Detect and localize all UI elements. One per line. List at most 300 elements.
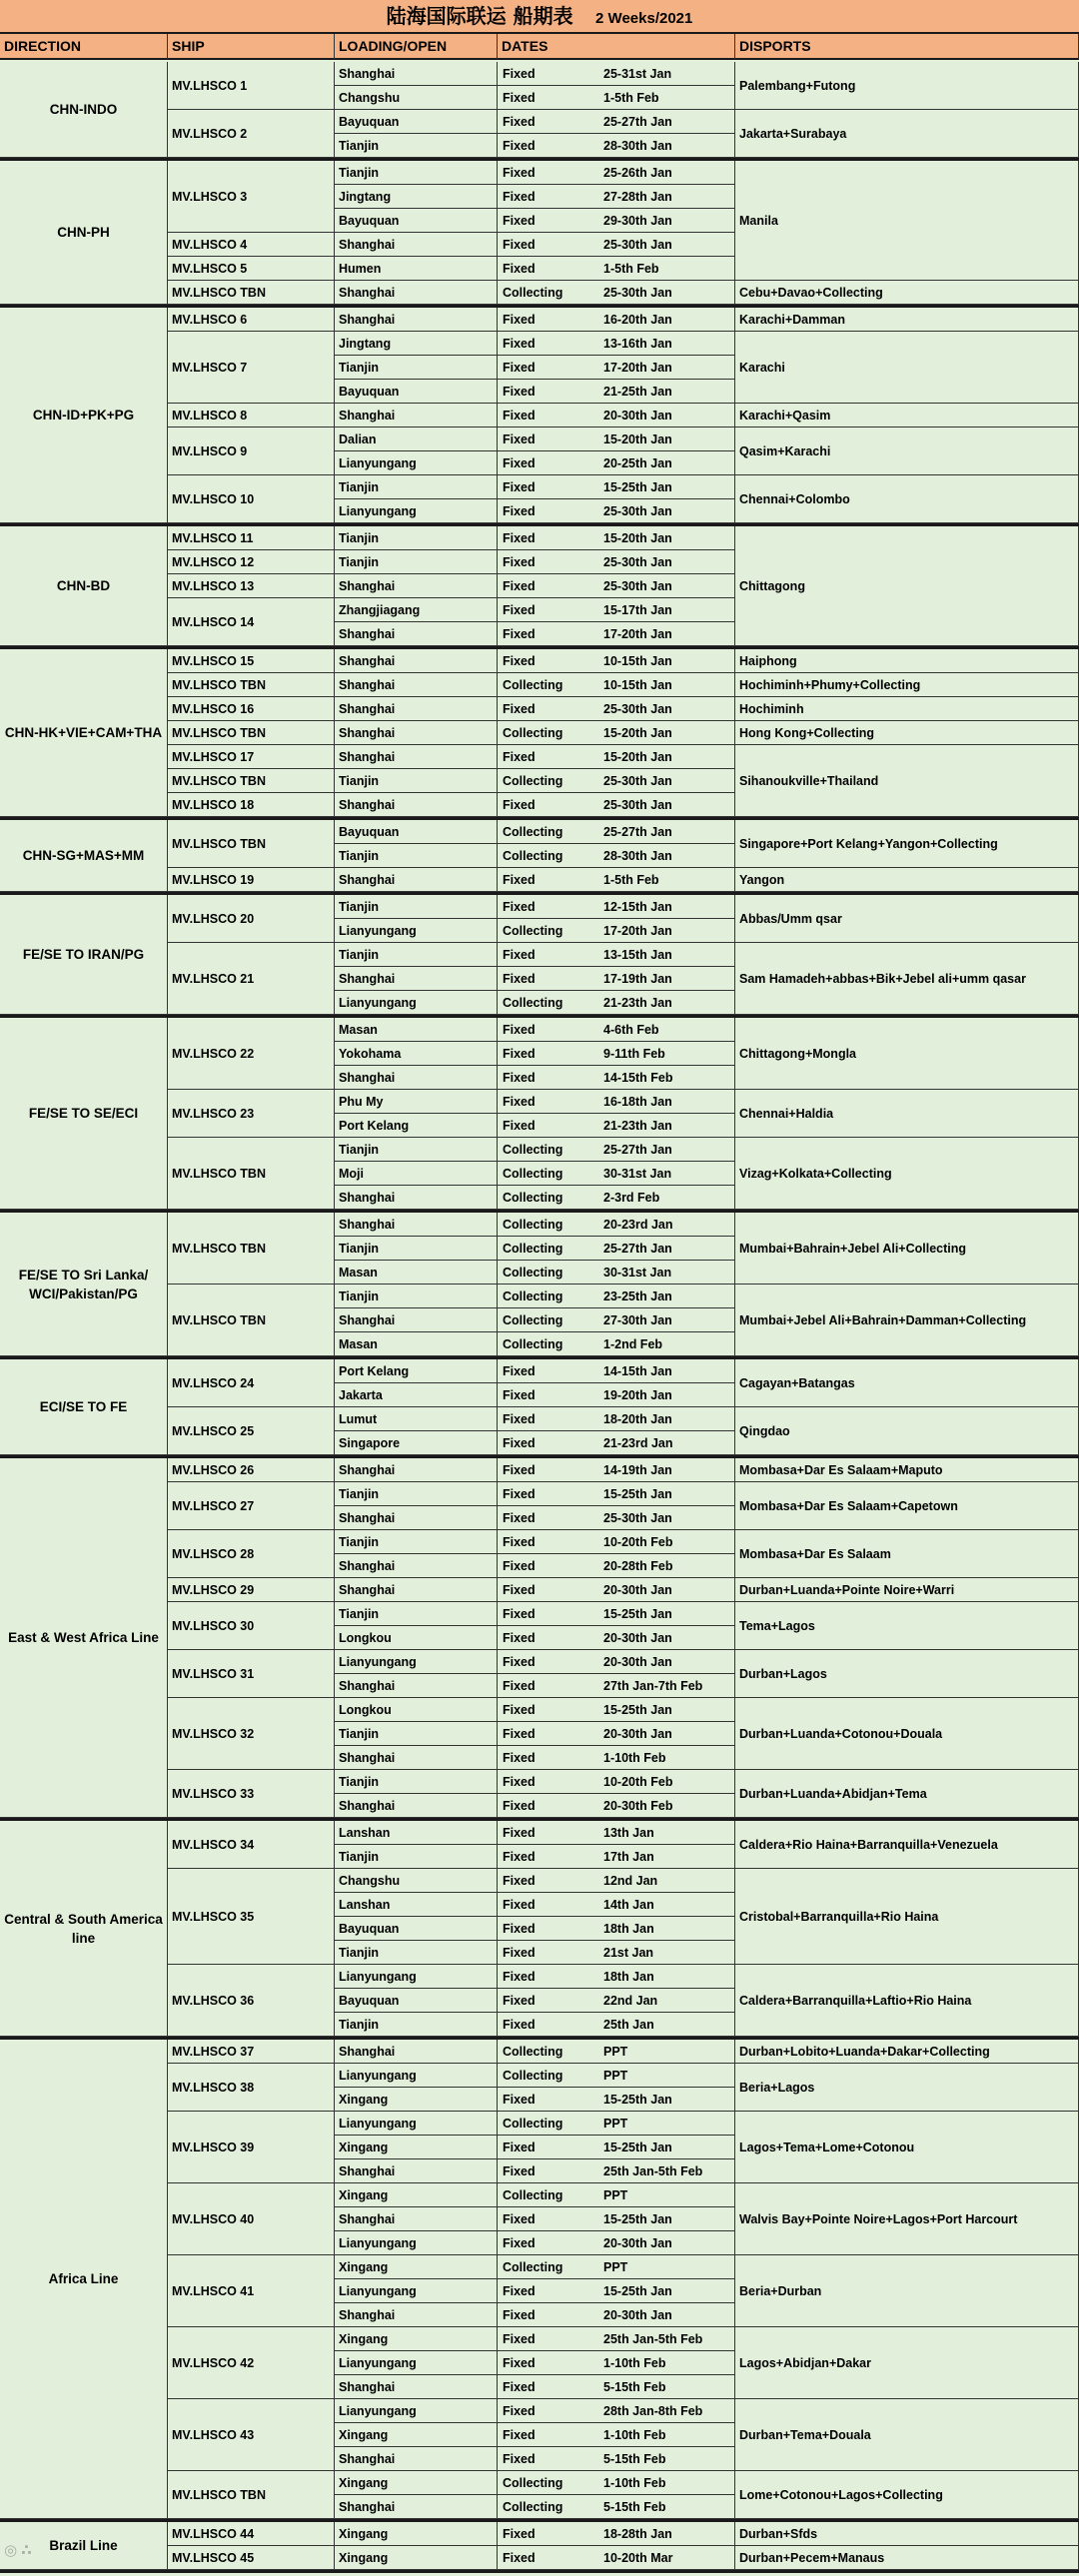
date-label: 28-30th Jan: [603, 138, 672, 153]
dates-cell: [498, 2423, 735, 2447]
date-label: 20-30th Jan: [603, 2307, 672, 2322]
disport-cell: Sihanoukville+Thailand: [735, 745, 1079, 817]
ship-cell: MV.LHSCO 45: [168, 2546, 335, 2570]
loading-port-cell: Lianyungang: [335, 499, 498, 523]
loading-port-cell: Bayuquan: [335, 1917, 498, 1941]
dates-cell: [498, 745, 735, 769]
loading-port-cell: Tianjin: [335, 1237, 498, 1261]
ship-cell: MV.LHSCO TBN: [168, 1285, 335, 1356]
loading-port-cell: Changshu: [335, 1869, 498, 1893]
status-label: Fixed: [503, 2379, 536, 2394]
status-label: Fixed: [503, 1510, 536, 1525]
date-label: 15-25th Jan: [603, 479, 672, 494]
dates-cell: [498, 2112, 735, 2136]
date-label: 5-15th Feb: [603, 2379, 666, 2394]
status-label: Fixed: [503, 2017, 536, 2032]
date-label: 27-30th Jan: [603, 1312, 672, 1327]
date-label: 27th Jan-7th Feb: [603, 1678, 703, 1693]
dates-cell: [498, 1626, 735, 1650]
loading-port-cell: Shanghai: [335, 673, 498, 697]
ship-cell: MV.LHSCO 1: [168, 62, 335, 110]
loading-port-cell: Humen: [335, 257, 498, 281]
ship-cell: MV.LHSCO 5: [168, 257, 335, 281]
date-label: 21-23rd Jan: [603, 1435, 673, 1450]
ship-cell: MV.LHSCO 4: [168, 233, 335, 257]
loading-port-cell: Shanghai: [335, 233, 498, 257]
disport-cell: Cristobal+Barranquilla+Rio Haina: [735, 1869, 1079, 1965]
status-label: Collecting: [503, 773, 563, 788]
status-label: Collecting: [503, 1265, 563, 1280]
date-label: 1-10th Feb: [603, 2355, 666, 2370]
date-label: 15-25th Jan: [603, 2211, 672, 2226]
date-label: 19-20th Jan: [603, 1387, 672, 1402]
dates-cell: [498, 1407, 735, 1431]
dates-cell: [498, 475, 735, 499]
dates-cell: [498, 1578, 735, 1602]
ship-cell: MV.LHSCO 18: [168, 793, 335, 817]
status-label: Fixed: [503, 1435, 536, 1450]
loading-port-cell: Lianyungang: [335, 2231, 498, 2255]
status-label: Fixed: [503, 1118, 536, 1133]
status-label: Fixed: [503, 408, 536, 423]
status-label: Fixed: [503, 138, 536, 153]
status-label: Fixed: [503, 2283, 536, 2298]
status-label: Fixed: [503, 602, 536, 617]
loading-port-cell: Tianjin: [335, 895, 498, 919]
loading-port-cell: Tianjin: [335, 1602, 498, 1626]
date-label: 15-20th Jan: [603, 749, 672, 764]
status-label: Fixed: [503, 1558, 536, 1573]
disport-cell: Mombasa+Dar Es Salaam: [735, 1530, 1079, 1578]
date-label: PPT: [603, 2044, 628, 2059]
disport-cell: Chittagong: [735, 526, 1079, 646]
disport-cell: Mombasa+Dar Es Salaam+Maputo: [735, 1458, 1079, 1482]
loading-port-cell: Shanghai: [335, 1794, 498, 1818]
ship-cell: MV.LHSCO 24: [168, 1359, 335, 1407]
dates-cell: [498, 1698, 735, 1722]
ship-cell: MV.LHSCO 37: [168, 2040, 335, 2064]
ship-cell: MV.LHSCO TBN: [168, 1213, 335, 1285]
date-label: 1-5th Feb: [603, 872, 659, 887]
status-label: Fixed: [503, 360, 536, 375]
ship-cell: MV.LHSCO 13: [168, 574, 335, 598]
disport-cell: Palembang+Futong: [735, 62, 1079, 110]
dates-cell: [498, 991, 735, 1015]
date-label: 14-19th Jan: [603, 1462, 672, 1477]
date-label: 30-31st Jan: [603, 1166, 672, 1181]
disport-cell: Beria+Lagos: [735, 2064, 1079, 2112]
dates-cell: [498, 1482, 735, 1506]
disport-cell: Tema+Lagos: [735, 1602, 1079, 1650]
date-label: 16-20th Jan: [603, 312, 672, 327]
dates-cell: [498, 86, 735, 110]
status-label: Fixed: [503, 2092, 536, 2107]
dates-cell: [498, 721, 735, 745]
status-label: Fixed: [503, 2307, 536, 2322]
status-label: Fixed: [503, 2427, 536, 2442]
disport-cell: Hong Kong+Collecting: [735, 721, 1079, 745]
disport-cell: Chittagong+Mongla: [735, 1018, 1079, 1090]
date-label: 25-27th Jan: [603, 824, 672, 839]
loading-port-cell: Shanghai: [335, 1578, 498, 1602]
loading-port-cell: Masan: [335, 1018, 498, 1042]
dates-cell: [498, 451, 735, 475]
status-label: Fixed: [503, 1702, 536, 1717]
status-label: Fixed: [503, 554, 536, 569]
status-label: Fixed: [503, 2163, 536, 2178]
ship-cell: MV.LHSCO 43: [168, 2399, 335, 2471]
status-label: Collecting: [503, 2475, 563, 2490]
date-label: 10-20th Feb: [603, 1534, 673, 1549]
disport-cell: Hochiminh: [735, 697, 1079, 721]
loading-port-cell: Tianjin: [335, 1530, 498, 1554]
loading-port-cell: Shanghai: [335, 1506, 498, 1530]
ship-cell: MV.LHSCO TBN: [168, 281, 335, 305]
date-label: 22nd Jan: [603, 1993, 658, 2008]
disport-cell: Karachi+Damman: [735, 308, 1079, 332]
date-label: 25-30th Jan: [603, 237, 672, 252]
dates-cell: [498, 1941, 735, 1965]
disport-cell: Chennai+Colombo: [735, 475, 1079, 523]
dates-cell: [498, 1722, 735, 1746]
date-label: 15-25th Jan: [603, 1606, 672, 1621]
disport-cell: Mumbai+Jebel Ali+Bahrain+Damman+Collecting: [735, 1285, 1079, 1356]
status-label: Fixed: [503, 626, 536, 641]
date-label: 17-20th Jan: [603, 923, 672, 938]
dates-cell: [498, 1162, 735, 1186]
loading-port-cell: Bayuquan: [335, 209, 498, 233]
status-label: Collecting: [503, 1241, 563, 1256]
date-label: 30-31st Jan: [603, 1265, 672, 1280]
dates-cell: [498, 2159, 735, 2183]
ship-cell: MV.LHSCO 41: [168, 2255, 335, 2327]
status-label: Collecting: [503, 1166, 563, 1181]
status-label: Fixed: [503, 1022, 536, 1037]
loading-port-cell: Masan: [335, 1261, 498, 1285]
loading-port-cell: Zhangjiagang: [335, 598, 498, 622]
dates-cell: [498, 308, 735, 332]
status-label: Fixed: [503, 165, 536, 180]
date-label: 1-2nd Feb: [603, 1336, 663, 1351]
loading-port-cell: Shanghai: [335, 2159, 498, 2183]
date-label: 14th Jan: [603, 1897, 654, 1912]
dates-cell: [498, 2471, 735, 2495]
date-label: 20-30th Feb: [603, 1798, 673, 1813]
header-ship: SHIP: [168, 34, 335, 60]
status-label: Collecting: [503, 1312, 563, 1327]
dates-cell: [498, 1285, 735, 1308]
disport-cell: Qasim+Karachi: [735, 428, 1079, 475]
loading-port-cell: Lanshan: [335, 1893, 498, 1917]
loading-port-cell: Shanghai: [335, 404, 498, 428]
date-label: 13-16th Jan: [603, 336, 672, 351]
ship-cell: MV.LHSCO TBN: [168, 673, 335, 697]
date-label: 15-25th Jan: [603, 2283, 672, 2298]
loading-port-cell: Jingtang: [335, 185, 498, 209]
loading-port-cell: Shanghai: [335, 308, 498, 332]
loading-port-cell: Tianjin: [335, 1722, 498, 1746]
status-label: Fixed: [503, 1070, 536, 1085]
disport-cell: Lagos+Tema+Lome+Cotonou: [735, 2112, 1079, 2183]
date-label: 21-25th Jan: [603, 384, 672, 399]
disport-cell: Singapore+Port Kelang+Yangon+Collecting: [735, 820, 1079, 868]
disport-cell: Sam Hamadeh+abbas+Bik+Jebel ali+umm qasar: [735, 943, 1079, 1015]
status-label: Collecting: [503, 848, 563, 863]
date-label: 25-30th Jan: [603, 503, 672, 518]
status-label: Collecting: [503, 1336, 563, 1351]
loading-port-cell: Lianyungang: [335, 991, 498, 1015]
ship-cell: MV.LHSCO 26: [168, 1458, 335, 1482]
ship-cell: MV.LHSCO 28: [168, 1530, 335, 1578]
loading-port-cell: Lianyungang: [335, 451, 498, 475]
status-label: Fixed: [503, 237, 536, 252]
status-label: Fixed: [503, 1750, 536, 1765]
disport-cell: Caldera+Barranquilla+Laftio+Rio Haina: [735, 1965, 1079, 2037]
status-label: Fixed: [503, 1678, 536, 1693]
direction-cell: East & West Africa Line: [0, 1458, 168, 1818]
loading-port-cell: Shanghai: [335, 745, 498, 769]
date-label: 14-15th Jan: [603, 1363, 672, 1378]
ship-cell: MV.LHSCO 44: [168, 2522, 335, 2546]
status-label: Fixed: [503, 749, 536, 764]
loading-port-cell: Bayuquan: [335, 820, 498, 844]
ship-cell: MV.LHSCO TBN: [168, 769, 335, 793]
ship-cell: MV.LHSCO 20: [168, 895, 335, 943]
loading-port-cell: Shanghai: [335, 868, 498, 892]
dates-cell: [498, 257, 735, 281]
status-label: Fixed: [503, 2526, 536, 2541]
date-label: 21-23th Jan: [603, 995, 672, 1010]
dates-cell: [498, 1602, 735, 1626]
loading-port-cell: Tianjin: [335, 475, 498, 499]
loading-port-cell: Lianyungang: [335, 2112, 498, 2136]
status-label: Fixed: [503, 1921, 536, 1936]
status-label: Fixed: [503, 479, 536, 494]
ship-cell: MV.LHSCO 14: [168, 598, 335, 646]
dates-cell: [498, 404, 735, 428]
dates-cell: [498, 2375, 735, 2399]
loading-port-cell: Longkou: [335, 1626, 498, 1650]
dates-cell: [498, 209, 735, 233]
loading-port-cell: Xingang: [335, 2423, 498, 2447]
status-label: Fixed: [503, 578, 536, 593]
loading-port-cell: Lianyungang: [335, 1650, 498, 1674]
date-label: 17th Jan: [603, 1849, 654, 1864]
date-label: 25th Jan: [603, 2017, 654, 2032]
date-label: 28-30th Jan: [603, 848, 672, 863]
dates-cell: [498, 574, 735, 598]
status-label: Fixed: [503, 2451, 536, 2466]
status-label: Fixed: [503, 947, 536, 962]
ship-cell: MV.LHSCO 32: [168, 1698, 335, 1770]
loading-port-cell: Jakarta: [335, 1383, 498, 1407]
disport-cell: Jakarta+Surabaya: [735, 110, 1079, 158]
disport-cell: Karachi: [735, 332, 1079, 404]
date-label: 10-20th Mar: [603, 2550, 673, 2565]
date-label: 25th Jan-5th Feb: [603, 2163, 703, 2178]
date-label: PPT: [603, 2068, 628, 2083]
loading-port-cell: Lumut: [335, 1407, 498, 1431]
status-label: Fixed: [503, 1046, 536, 1061]
date-label: 16-18th Jan: [603, 1094, 672, 1109]
date-label: PPT: [603, 2187, 628, 2202]
loading-port-cell: Tianjin: [335, 1285, 498, 1308]
status-label: Fixed: [503, 1462, 536, 1477]
ship-cell: MV.LHSCO 15: [168, 649, 335, 673]
status-label: Fixed: [503, 66, 536, 81]
date-label: 15-20th Jan: [603, 431, 672, 446]
status-label: Collecting: [503, 995, 563, 1010]
loading-port-cell: Yokohama: [335, 1042, 498, 1066]
date-label: 13th Jan: [603, 1825, 654, 1840]
loading-port-cell: Xingang: [335, 2546, 498, 2570]
loading-port-cell: Shanghai: [335, 1213, 498, 1237]
date-label: 20-30th Jan: [603, 2235, 672, 2250]
disport-cell: Karachi+Qasim: [735, 404, 1079, 428]
ship-cell: MV.LHSCO 39: [168, 2112, 335, 2183]
status-label: Collecting: [503, 1142, 563, 1157]
status-label: Fixed: [503, 2403, 536, 2418]
status-label: Fixed: [503, 213, 536, 228]
title-main: 陆海国际联运 船期表: [386, 4, 573, 28]
loading-port-cell: Shanghai: [335, 1554, 498, 1578]
ship-cell: MV.LHSCO 9: [168, 428, 335, 475]
disport-cell: Abbas/Umm qsar: [735, 895, 1079, 943]
direction-cell: CHN-PH: [0, 161, 168, 305]
group-separator: [0, 2570, 1079, 2573]
loading-port-cell: Tianjin: [335, 1770, 498, 1794]
ship-cell: MV.LHSCO 38: [168, 2064, 335, 2112]
status-label: Fixed: [503, 1873, 536, 1888]
date-label: 17-20th Jan: [603, 360, 672, 375]
dates-cell: [498, 1674, 735, 1698]
loading-port-cell: Port Kelang: [335, 1114, 498, 1138]
date-label: 13-15th Jan: [603, 947, 672, 962]
ship-cell: MV.LHSCO 34: [168, 1821, 335, 1869]
loading-port-cell: Lianyungang: [335, 2279, 498, 2303]
direction-cell: Central & South America line: [0, 1821, 168, 2037]
dates-cell: [498, 2303, 735, 2327]
status-label: Fixed: [503, 872, 536, 887]
status-label: Fixed: [503, 899, 536, 914]
ship-cell: MV.LHSCO TBN: [168, 820, 335, 868]
date-label: 1-10th Feb: [603, 2427, 666, 2442]
loading-port-cell: Tianjin: [335, 2013, 498, 2037]
loading-port-cell: Shanghai: [335, 2447, 498, 2471]
dates-cell: [498, 868, 735, 892]
status-label: Fixed: [503, 503, 536, 518]
status-label: Fixed: [503, 189, 536, 204]
loading-port-cell: Tianjin: [335, 1845, 498, 1869]
ship-cell: MV.LHSCO 35: [168, 1869, 335, 1965]
dates-cell: [498, 1359, 735, 1383]
dates-cell: [498, 2136, 735, 2159]
date-label: 15-25th Jan: [603, 1702, 672, 1717]
date-label: 1-5th Feb: [603, 90, 659, 105]
dates-cell: [498, 1989, 735, 2013]
status-label: Fixed: [503, 1654, 536, 1669]
loading-port-cell: Shanghai: [335, 1186, 498, 1210]
date-label: 15-25th Jan: [603, 2092, 672, 2107]
dates-cell: [498, 697, 735, 721]
loading-port-cell: Shanghai: [335, 574, 498, 598]
dates-cell: [498, 2255, 735, 2279]
date-label: 1-10th Feb: [603, 1750, 666, 1765]
date-label: 10-15th Jan: [603, 677, 672, 692]
disport-cell: Caldera+Rio Haina+Barranquilla+Venezuela: [735, 1821, 1079, 1869]
loading-port-cell: Shanghai: [335, 281, 498, 305]
loading-port-cell: Tianjin: [335, 526, 498, 550]
disport-cell: Cagayan+Batangas: [735, 1359, 1079, 1407]
ship-cell: MV.LHSCO 16: [168, 697, 335, 721]
direction-cell: CHN-SG+MAS+MM: [0, 820, 168, 892]
dates-cell: [498, 380, 735, 404]
ship-cell: MV.LHSCO 7: [168, 332, 335, 404]
header-direction: DIRECTION: [0, 34, 168, 60]
dates-cell: [498, 161, 735, 185]
ship-cell: MV.LHSCO TBN: [168, 2471, 335, 2519]
date-label: PPT: [603, 2116, 628, 2131]
ship-cell: MV.LHSCO 8: [168, 404, 335, 428]
loading-port-cell: Lianyungang: [335, 2064, 498, 2088]
disport-cell: Haiphong: [735, 649, 1079, 673]
status-label: Fixed: [503, 2355, 536, 2370]
loading-port-cell: Tianjin: [335, 550, 498, 574]
dates-cell: [498, 2447, 735, 2471]
dates-cell: [498, 2279, 735, 2303]
date-label: 20-30th Jan: [603, 408, 672, 423]
disport-cell: Chennai+Haldia: [735, 1090, 1079, 1138]
loading-port-cell: Shanghai: [335, 1308, 498, 1332]
ship-cell: MV.LHSCO 42: [168, 2327, 335, 2399]
date-label: 5-15th Feb: [603, 2499, 666, 2514]
disport-cell: Durban+Luanda+Abidjan+Tema: [735, 1770, 1079, 1818]
date-label: PPT: [603, 2259, 628, 2274]
header-loading: LOADING/OPEN: [335, 34, 498, 60]
status-label: Fixed: [503, 2211, 536, 2226]
loading-port-cell: Masan: [335, 1332, 498, 1356]
date-label: 15-20th Jan: [603, 530, 672, 545]
loading-port-cell: Tianjin: [335, 161, 498, 185]
loading-port-cell: Moji: [335, 1162, 498, 1186]
ship-cell: MV.LHSCO 25: [168, 1407, 335, 1455]
dates-cell: [498, 1869, 735, 1893]
loading-port-cell: Xingang: [335, 2183, 498, 2207]
dates-cell: [498, 622, 735, 646]
dates-cell: [498, 2495, 735, 2519]
dates-cell: [498, 1138, 735, 1162]
dates-cell: [498, 1213, 735, 1237]
status-label: Fixed: [503, 1798, 536, 1813]
loading-port-cell: Shanghai: [335, 721, 498, 745]
loading-port-cell: Xingang: [335, 2471, 498, 2495]
date-label: 20-30th Jan: [603, 1654, 672, 1669]
status-label: Collecting: [503, 2068, 563, 2083]
date-label: 25-30th Jan: [603, 285, 672, 300]
dates-cell: [498, 943, 735, 967]
loading-port-cell: Xingang: [335, 2522, 498, 2546]
status-label: Fixed: [503, 1897, 536, 1912]
date-label: 20-25th Jan: [603, 455, 672, 470]
date-label: 25th Jan-5th Feb: [603, 2331, 703, 2346]
status-label: Fixed: [503, 1726, 536, 1741]
dates-cell: [498, 1308, 735, 1332]
loading-port-cell: Shanghai: [335, 1458, 498, 1482]
loading-port-cell: Shanghai: [335, 622, 498, 646]
date-label: 25-30th Jan: [603, 554, 672, 569]
loading-port-cell: Dalian: [335, 428, 498, 451]
ship-cell: MV.LHSCO 22: [168, 1018, 335, 1090]
